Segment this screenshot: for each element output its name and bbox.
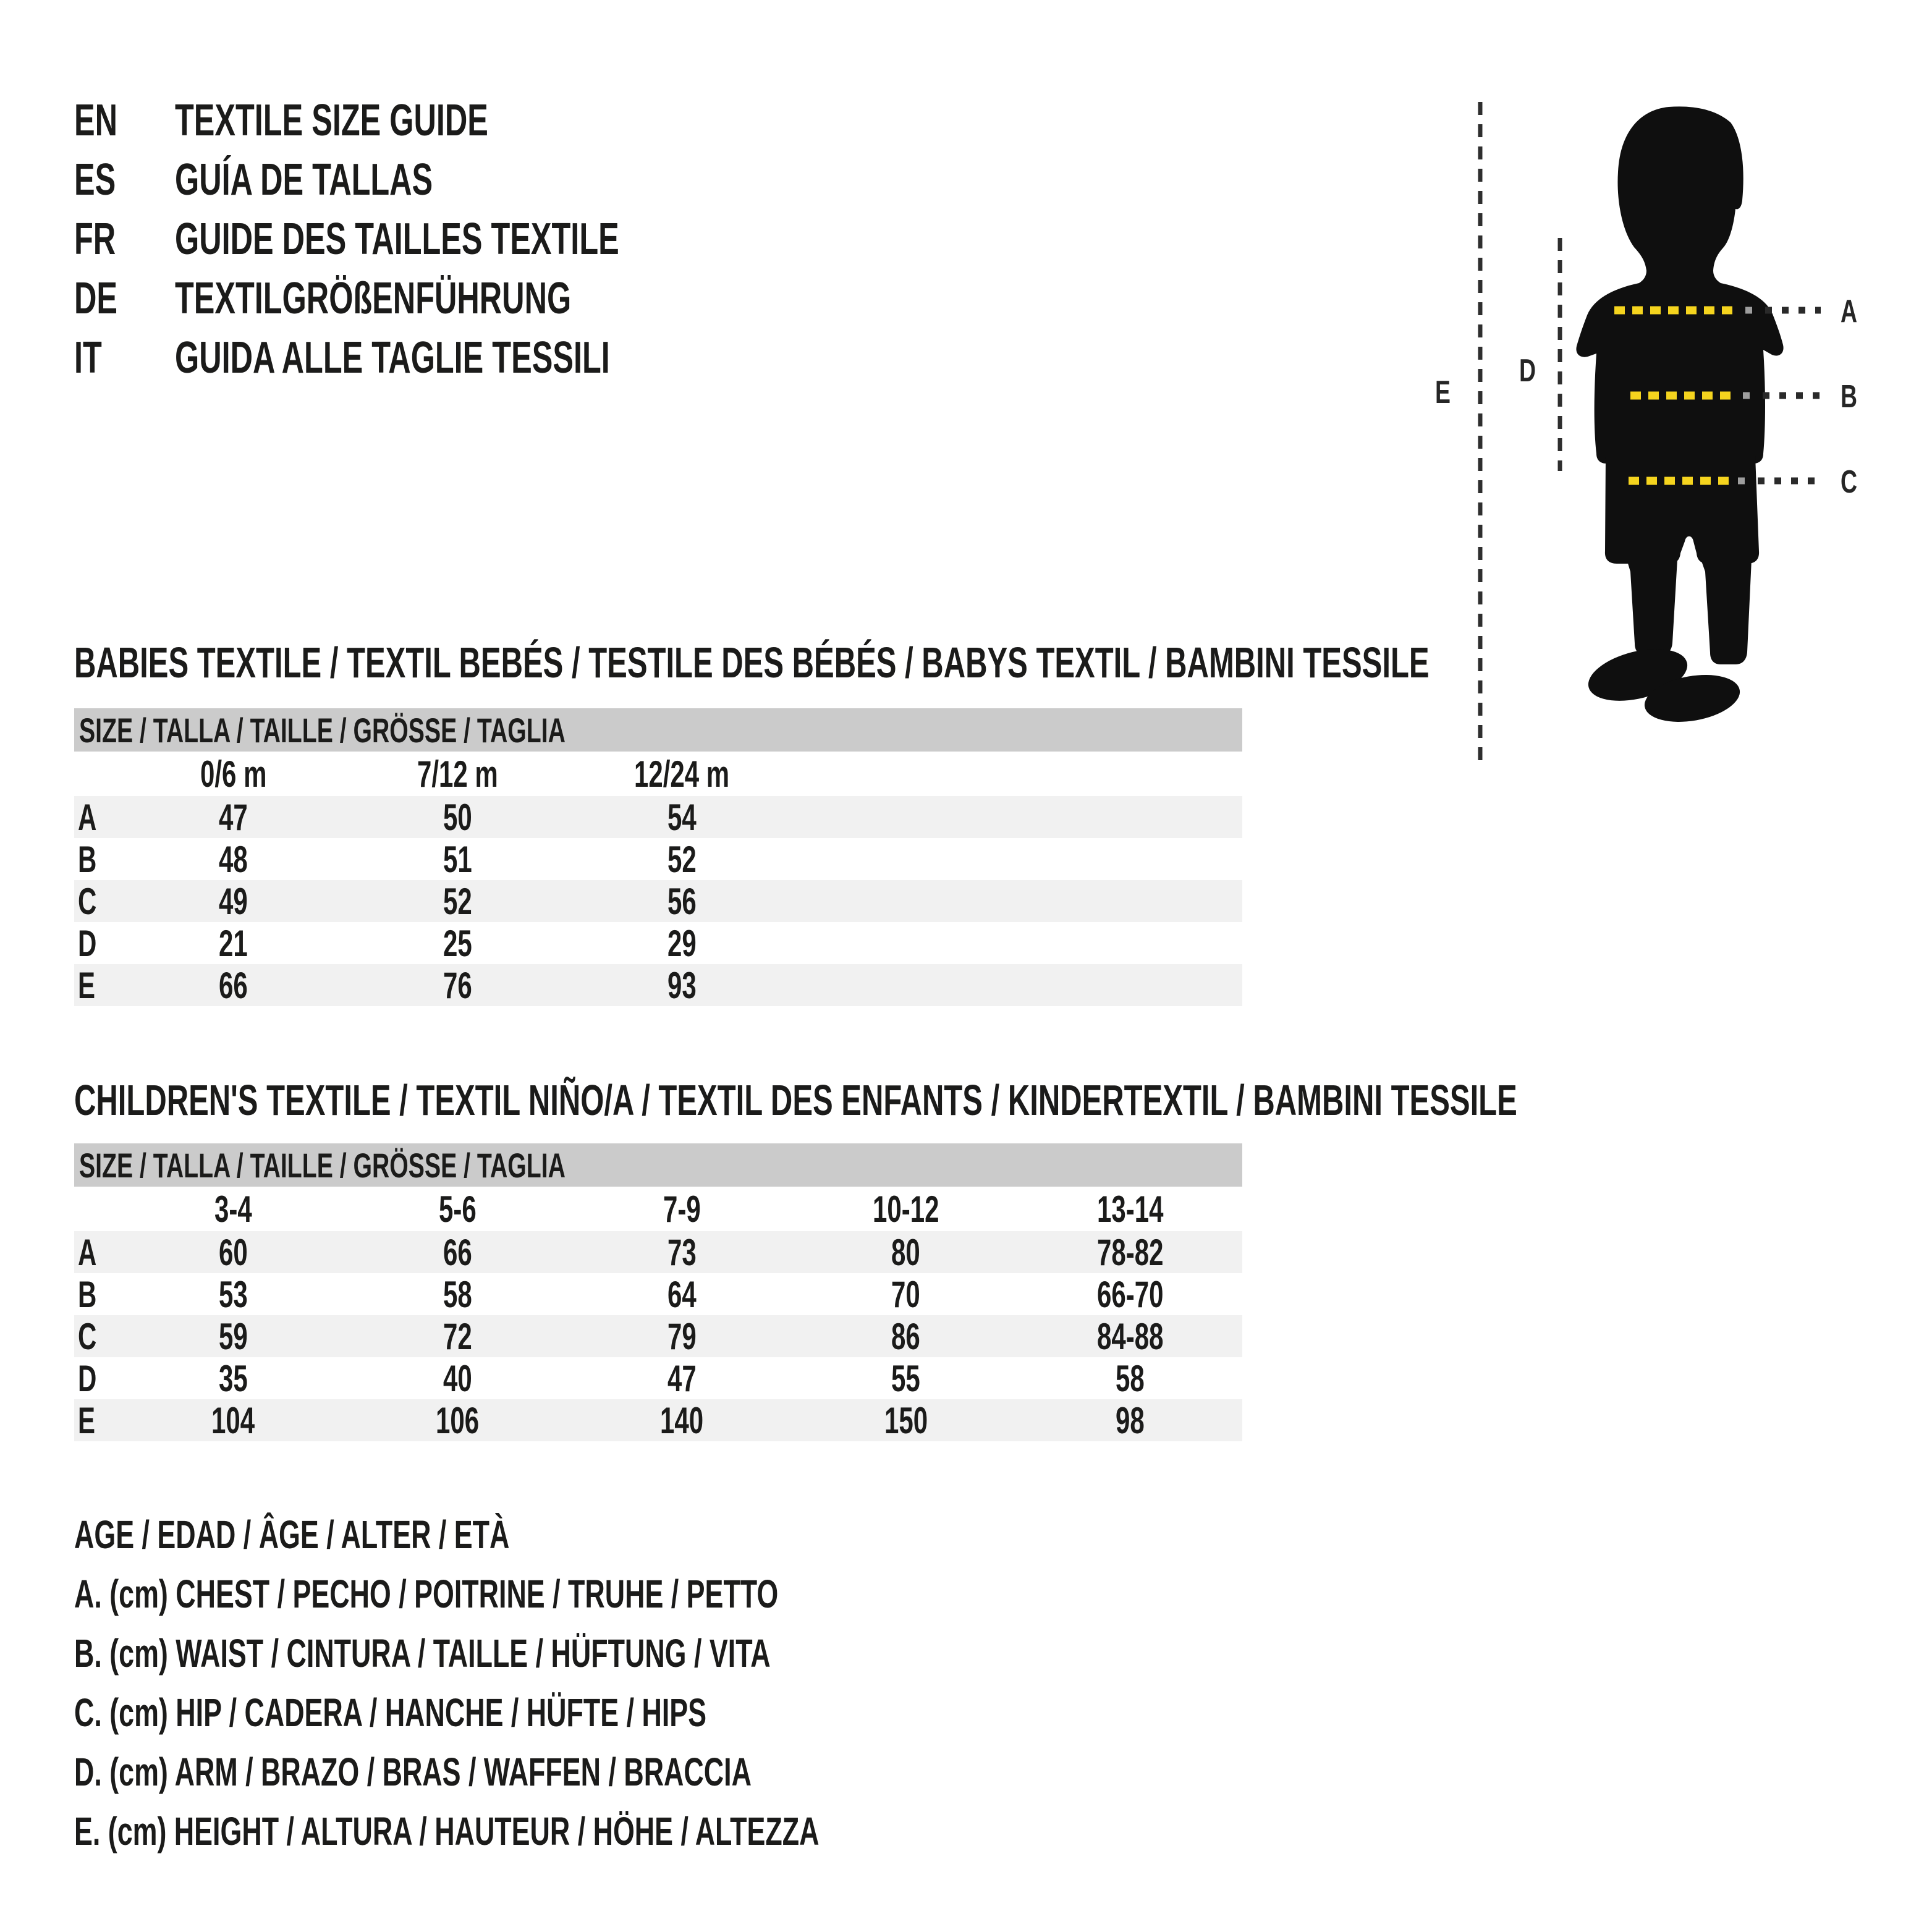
babies-row-e: [74, 964, 1242, 1006]
legend-line-hip: C. (cm) HIP / CADERA / HANCHE / HÜFTE / HIPS: [74, 1690, 707, 1735]
silhouette-shorts: [1605, 456, 1759, 564]
babies-row-a: [74, 796, 1242, 838]
babies-section-heading: BABIES TEXTILE / TEXTIL BEBÉS / TESTILE DES BÉBÉS / BABYS TEXTIL / BAMBINI TESSILE: [74, 638, 1430, 687]
measure-label-e: E: [1435, 373, 1451, 410]
row-label: E: [78, 1399, 96, 1441]
babies-column-header: 0/6 m: [200, 753, 267, 795]
size-value: 47: [219, 796, 248, 838]
size-value: 76: [443, 964, 472, 1006]
size-value: 35: [219, 1357, 248, 1399]
language-code-fr: FR: [74, 214, 116, 264]
children-size-header-bar: SIZE / TALLA / TAILLE / GRÖSSE / TAGLIA: [74, 1143, 1242, 1187]
size-value: 55: [891, 1357, 921, 1399]
children-column-header-row: [74, 1187, 1242, 1231]
size-value: 51: [443, 838, 472, 880]
size-value: 70: [891, 1273, 921, 1315]
babies-column-header: 7/12 m: [417, 753, 498, 795]
size-value: 86: [891, 1315, 921, 1357]
size-value: 150: [884, 1399, 928, 1441]
language-title-de: TEXTILGRÖßENFÜHRUNG: [175, 274, 572, 323]
language-title-fr: GUIDE DES TAILLES TEXTILE: [175, 214, 619, 264]
children-row-a: [74, 1231, 1242, 1273]
measurement-legend: [74, 1505, 1138, 1861]
legend-line-waist: B. (cm) WAIST / CINTURA / TAILLE / HÜFTUNG / VITA: [74, 1631, 771, 1676]
children-row-c: [74, 1315, 1242, 1357]
size-value: 59: [219, 1315, 248, 1357]
language-title-es: GUÍA DE TALLAS: [175, 155, 433, 205]
babies-size-header-bar: SIZE / TALLA / TAILLE / GRÖSSE / TAGLIA: [74, 708, 1242, 752]
measure-label-b: B: [1841, 378, 1858, 415]
size-value: 73: [667, 1231, 697, 1273]
row-label: B: [78, 1273, 97, 1315]
row-label: D: [78, 922, 97, 964]
size-value: 21: [219, 922, 248, 964]
size-value: 64: [667, 1273, 697, 1315]
row-label: C: [78, 880, 97, 922]
language-title-list: [74, 91, 810, 388]
babies-row-b: [74, 838, 1242, 880]
babies-column-header: 12/24 m: [633, 753, 730, 795]
row-label: B: [78, 838, 97, 880]
children-column-header: 10-12: [873, 1188, 939, 1230]
child-silhouette-figure: [1421, 93, 1932, 797]
children-row-e: [74, 1399, 1242, 1441]
language-row-fr: [74, 210, 810, 269]
legend-line-height: E. (cm) HEIGHT / ALTURA / HAUTEUR / HÖHE / ALTEZZA: [74, 1809, 820, 1854]
children-column-header: 3-4: [214, 1188, 252, 1230]
size-value: 58: [443, 1273, 472, 1315]
language-row-en: [74, 91, 810, 150]
babies-size-table: [74, 752, 1242, 1006]
row-label: D: [78, 1357, 97, 1399]
size-value: 84-88: [1096, 1315, 1164, 1357]
size-value: 104: [211, 1399, 255, 1441]
language-code-de: DE: [74, 274, 118, 323]
size-value: 52: [667, 838, 697, 880]
language-title-it: GUIDA ALLE TAGLIE TESSILI: [175, 333, 610, 383]
size-value: 56: [667, 880, 697, 922]
size-value: 66: [219, 964, 248, 1006]
language-row-es: [74, 150, 810, 210]
language-code-it: IT: [74, 333, 102, 383]
row-label: A: [78, 1231, 97, 1273]
children-section-heading: CHILDREN'S TEXTILE / TEXTIL NIÑO/A / TEXTIL DES ENFANTS / KINDERTEXTIL / BAMBINI TESSILE: [74, 1076, 1517, 1124]
size-value: 66-70: [1096, 1273, 1164, 1315]
children-row-d: [74, 1357, 1242, 1399]
children-column-header: 7-9: [663, 1188, 701, 1230]
size-value: 72: [443, 1315, 472, 1357]
row-label: A: [78, 796, 97, 838]
language-code-en: EN: [74, 96, 118, 145]
row-label: E: [78, 964, 96, 1006]
child-silhouette: [1576, 106, 1783, 729]
size-value: 106: [436, 1399, 480, 1441]
size-value: 25: [443, 922, 472, 964]
size-value: 40: [443, 1357, 472, 1399]
size-value: 49: [219, 880, 248, 922]
size-value: 52: [443, 880, 472, 922]
legend-line-chest: A. (cm) CHEST / PECHO / POITRINE / TRUHE / PETTO: [74, 1572, 779, 1616]
measurement-diagram: [1421, 93, 1932, 797]
size-value: 93: [667, 964, 697, 1006]
size-value: 80: [891, 1231, 921, 1273]
language-row-it: [74, 328, 810, 388]
size-value: 60: [219, 1231, 248, 1273]
silhouette-head-torso: [1576, 106, 1783, 464]
size-value: 50: [443, 796, 472, 838]
children-column-header: 5-6: [438, 1188, 477, 1230]
babies-row-d: [74, 922, 1242, 964]
size-value: 54: [667, 796, 697, 838]
children-row-b: [74, 1273, 1242, 1315]
children-size-table: [74, 1187, 1242, 1441]
language-code-es: ES: [74, 155, 116, 205]
language-title-en: TEXTILE SIZE GUIDE: [175, 96, 488, 145]
size-value: 140: [659, 1399, 704, 1441]
size-value: 58: [1116, 1357, 1145, 1399]
size-value: 66: [443, 1231, 472, 1273]
measure-label-c: C: [1841, 463, 1858, 500]
measure-label-a: A: [1841, 292, 1858, 329]
babies-row-c: [74, 880, 1242, 922]
size-value: 53: [219, 1273, 248, 1315]
size-value: 78-82: [1096, 1231, 1164, 1273]
legend-line-age: AGE / EDAD / ÂGE / ALTER / ETÀ: [74, 1512, 510, 1557]
children-column-header: 13-14: [1096, 1188, 1164, 1230]
size-value: 47: [667, 1357, 697, 1399]
language-row-de: [74, 269, 810, 328]
size-value: 48: [219, 838, 248, 880]
row-label: C: [78, 1315, 97, 1357]
babies-column-header-row: [74, 752, 1242, 796]
legend-line-arm: D. (cm) ARM / BRAZO / BRAS / WAFFEN / BRACCIA: [74, 1750, 752, 1794]
size-value: 98: [1116, 1399, 1145, 1441]
measure-label-d: D: [1519, 352, 1536, 389]
size-value: 79: [667, 1315, 697, 1357]
size-value: 29: [667, 922, 697, 964]
